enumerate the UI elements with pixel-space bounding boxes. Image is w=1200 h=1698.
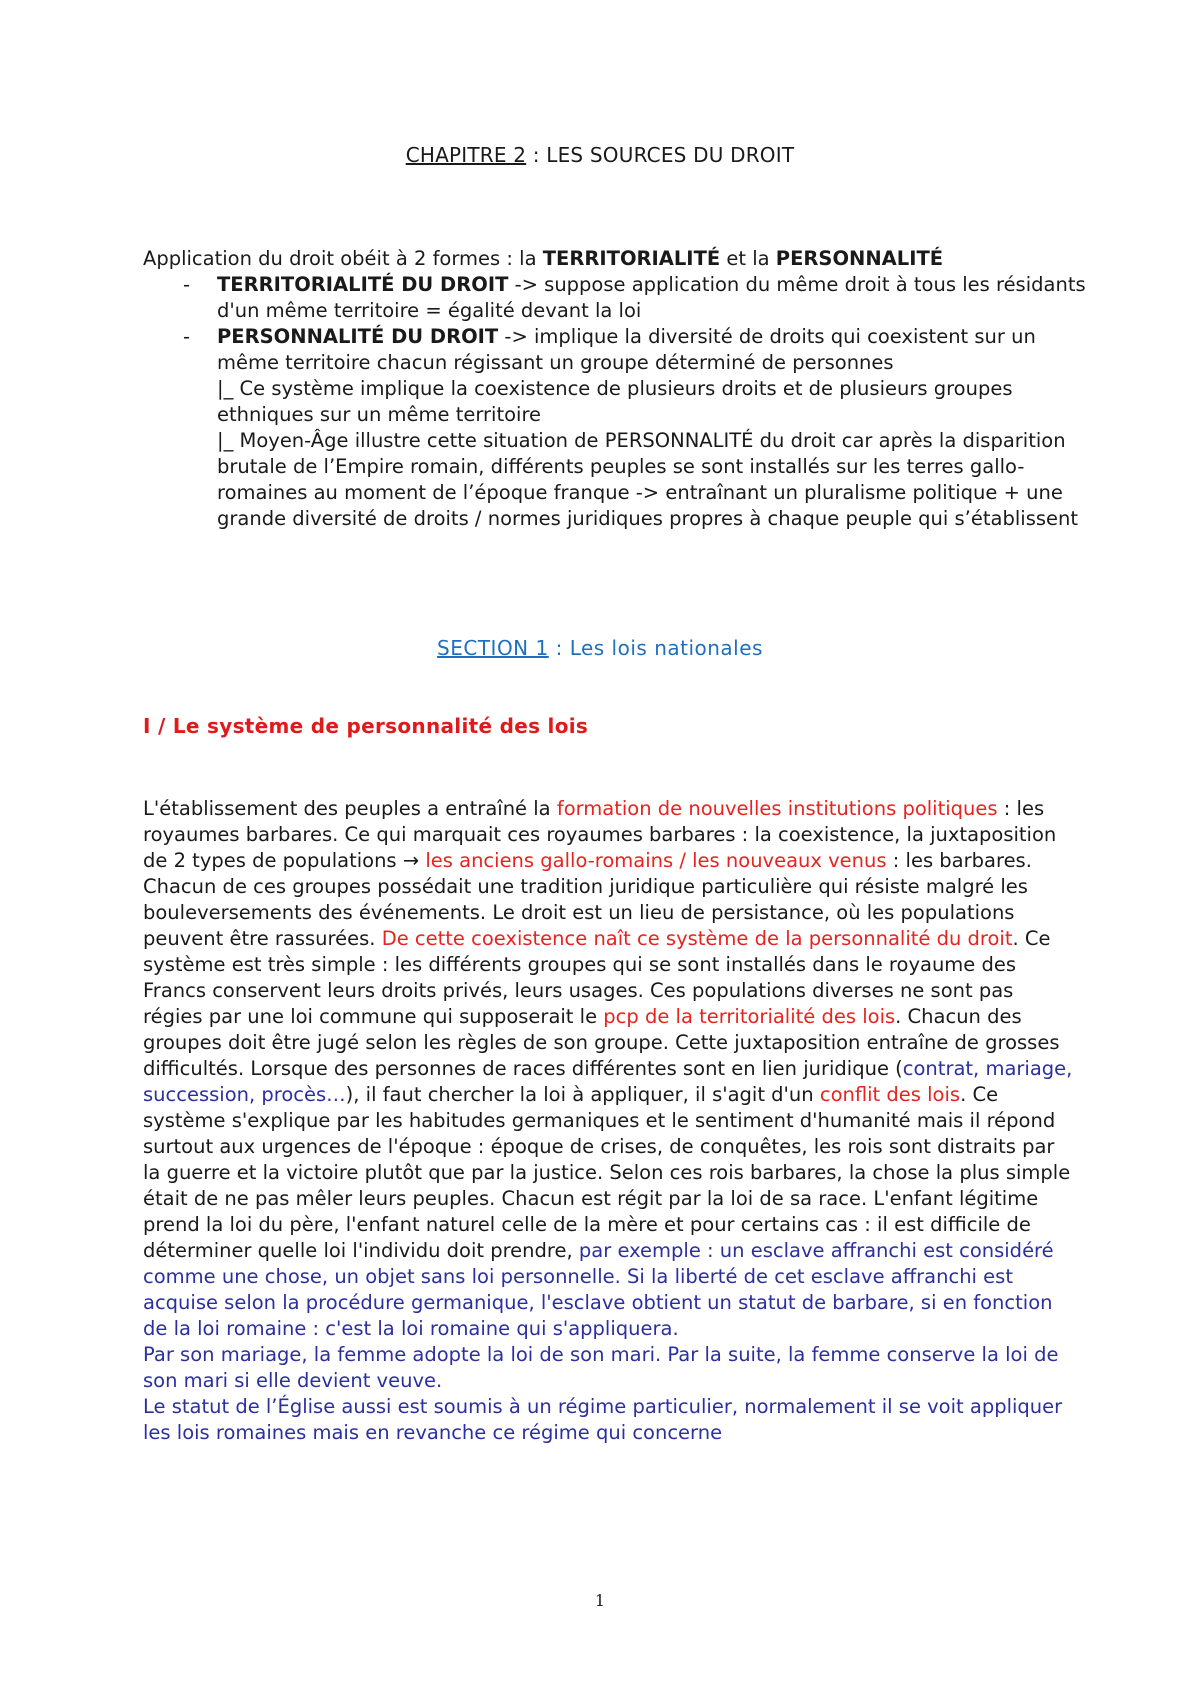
text-run: ), il faut chercher la loi à appliquer, il s'agit d'un <box>345 1083 820 1106</box>
chapter-title-rest: : LES SOURCES DU DROIT <box>526 143 795 167</box>
bullet-text: -> implique la diversité de droits qui coexistent sur un même territoire chacun régissant un groupe déterminé de personnes <box>217 325 1036 374</box>
highlight-red: pcp de la territorialité des lois <box>603 1005 896 1028</box>
bullet-dash: - <box>183 325 191 348</box>
highlight-red: les anciens gallo-romains / les nouveaux venus <box>425 849 887 872</box>
intro-line <box>143 246 1103 272</box>
text-run: L'établissement des peuples a entraîné la <box>143 797 557 820</box>
chapter-label: CHAPITRE 2 <box>405 143 527 167</box>
section-title <box>0 636 1200 660</box>
text-run: . Chacun des groupes doit être jugé selon les règles de son groupe. Cette juxtaposition entraîne de grosses difficultés. Lorsque des personnes de races différentes sont en lien juridique ( <box>143 1005 1060 1080</box>
page-number: 1 <box>594 1591 606 1610</box>
paragraph-3: Le statut de l’Église aussi est soumis à un régime particulier, normalement il se voit appliquer les lois romaines mais en revanche ce régime qui concerne <box>143 1395 1063 1444</box>
bullet-territorialite <box>143 272 1103 324</box>
intro-text: Application du droit obéit à 2 formes : la <box>143 247 543 270</box>
text-run: . Ce système est très simple : les différents groupes qui se sont installés dans le royaume des Francs conservent leurs droits privés, leurs usages. Ces populations diverses ne sont pas régies par une loi commune qui supposerait le <box>143 927 1051 1028</box>
intro-personnalite: PERSONNALITÉ <box>775 247 944 270</box>
text-run: : les royaumes barbares. Ce qui marquait ces royaumes barbares : la coexistence, la juxtaposition de 2 types de populations → <box>143 797 1057 872</box>
highlight-blue: contrat, mariage, succession, procès… <box>143 1057 1073 1106</box>
sub-point: |_ Moyen-Âge illustre cette situation de PERSONNALITÉ du droit car après la disparition brutale de l’Empire romain, différents peuples se sont installés sur les terres gallo-romaines au moment de l’époque franque -> entraînant un pluralisme politique + une grande diversité de droits / normes juridiques propres à chaque peuple qui s’établissent <box>217 429 1079 530</box>
text-run: : les barbares. Chacun de ces groupes possédait une tradition juridique particulière qui résiste malgré les bouleversements des événements. Le droit est un lieu de persistance, où les populations peuvent être rassurées. <box>143 849 1032 950</box>
bullet-personnalite <box>143 324 1103 376</box>
chapter-title <box>0 143 1200 167</box>
highlight-red: formation de nouvelles institutions politiques <box>556 797 998 820</box>
sub-point: |_ Ce système implique la coexistence de plusieurs droits et de plusieurs groupes ethniques sur un même territoire <box>217 377 1013 426</box>
highlight-blue: par exemple : un esclave affranchi est considéré comme une chose, un objet sans loi personnelle. Si la liberté de cet esclave affranchi est acquise selon la procédure germanique, l'esclave obtient un statut de barbare, si en fonction de la loi romaine : c'est la loi romaine qui s'appliquera. <box>143 1239 1054 1340</box>
highlight-red: De cette coexistence naît ce système de la personnalité du droit <box>381 927 1013 950</box>
bullet-list <box>143 272 1103 532</box>
intro-territorialite: TERRITORIALITÉ <box>542 247 721 270</box>
text-run: . Ce système s'explique par les habitudes germaniques et le sentiment d'humanité mais il répond surtout aux urgences de l'époque : époque de crises, de conquêtes, les rois sont distraits par la guerre et la victoire plutôt que par la justice. Selon ces rois barbares, la chose la plus simple était de ne pas mêler leurs peuples. Chacun est régit par la loi de sa race. L'enfant légitime prend la loi du père, l'enfant naturel celle de la mère et pour certains cas : il est difficile de déterminer quelle loi l'individu doit prendre, <box>143 1083 1071 1262</box>
bullet-dash: - <box>183 273 191 296</box>
intro-text-2: et la <box>720 247 776 270</box>
bullet-term: TERRITORIALITÉ DU DROIT <box>217 273 509 296</box>
section-label: SECTION 1 <box>437 636 549 660</box>
body-text <box>143 796 1073 1446</box>
section-title-rest: : Les lois nationales <box>548 636 763 660</box>
subsection-heading: I / Le système de personnalité des lois <box>143 714 589 738</box>
highlight-red: conflit des lois <box>819 1083 961 1106</box>
bullet-term: PERSONNALITÉ DU DROIT <box>217 325 499 348</box>
paragraph-2: Par son mariage, la femme adopte la loi de son mari. Par la suite, la femme conserve la loi de son mari si elle devient veuve. <box>143 1343 1059 1392</box>
bullet-text: -> suppose application du même droit à tous les résidants d'un même territoire = égalité devant la loi <box>217 273 1086 322</box>
paragraph-1 <box>143 796 1073 1342</box>
